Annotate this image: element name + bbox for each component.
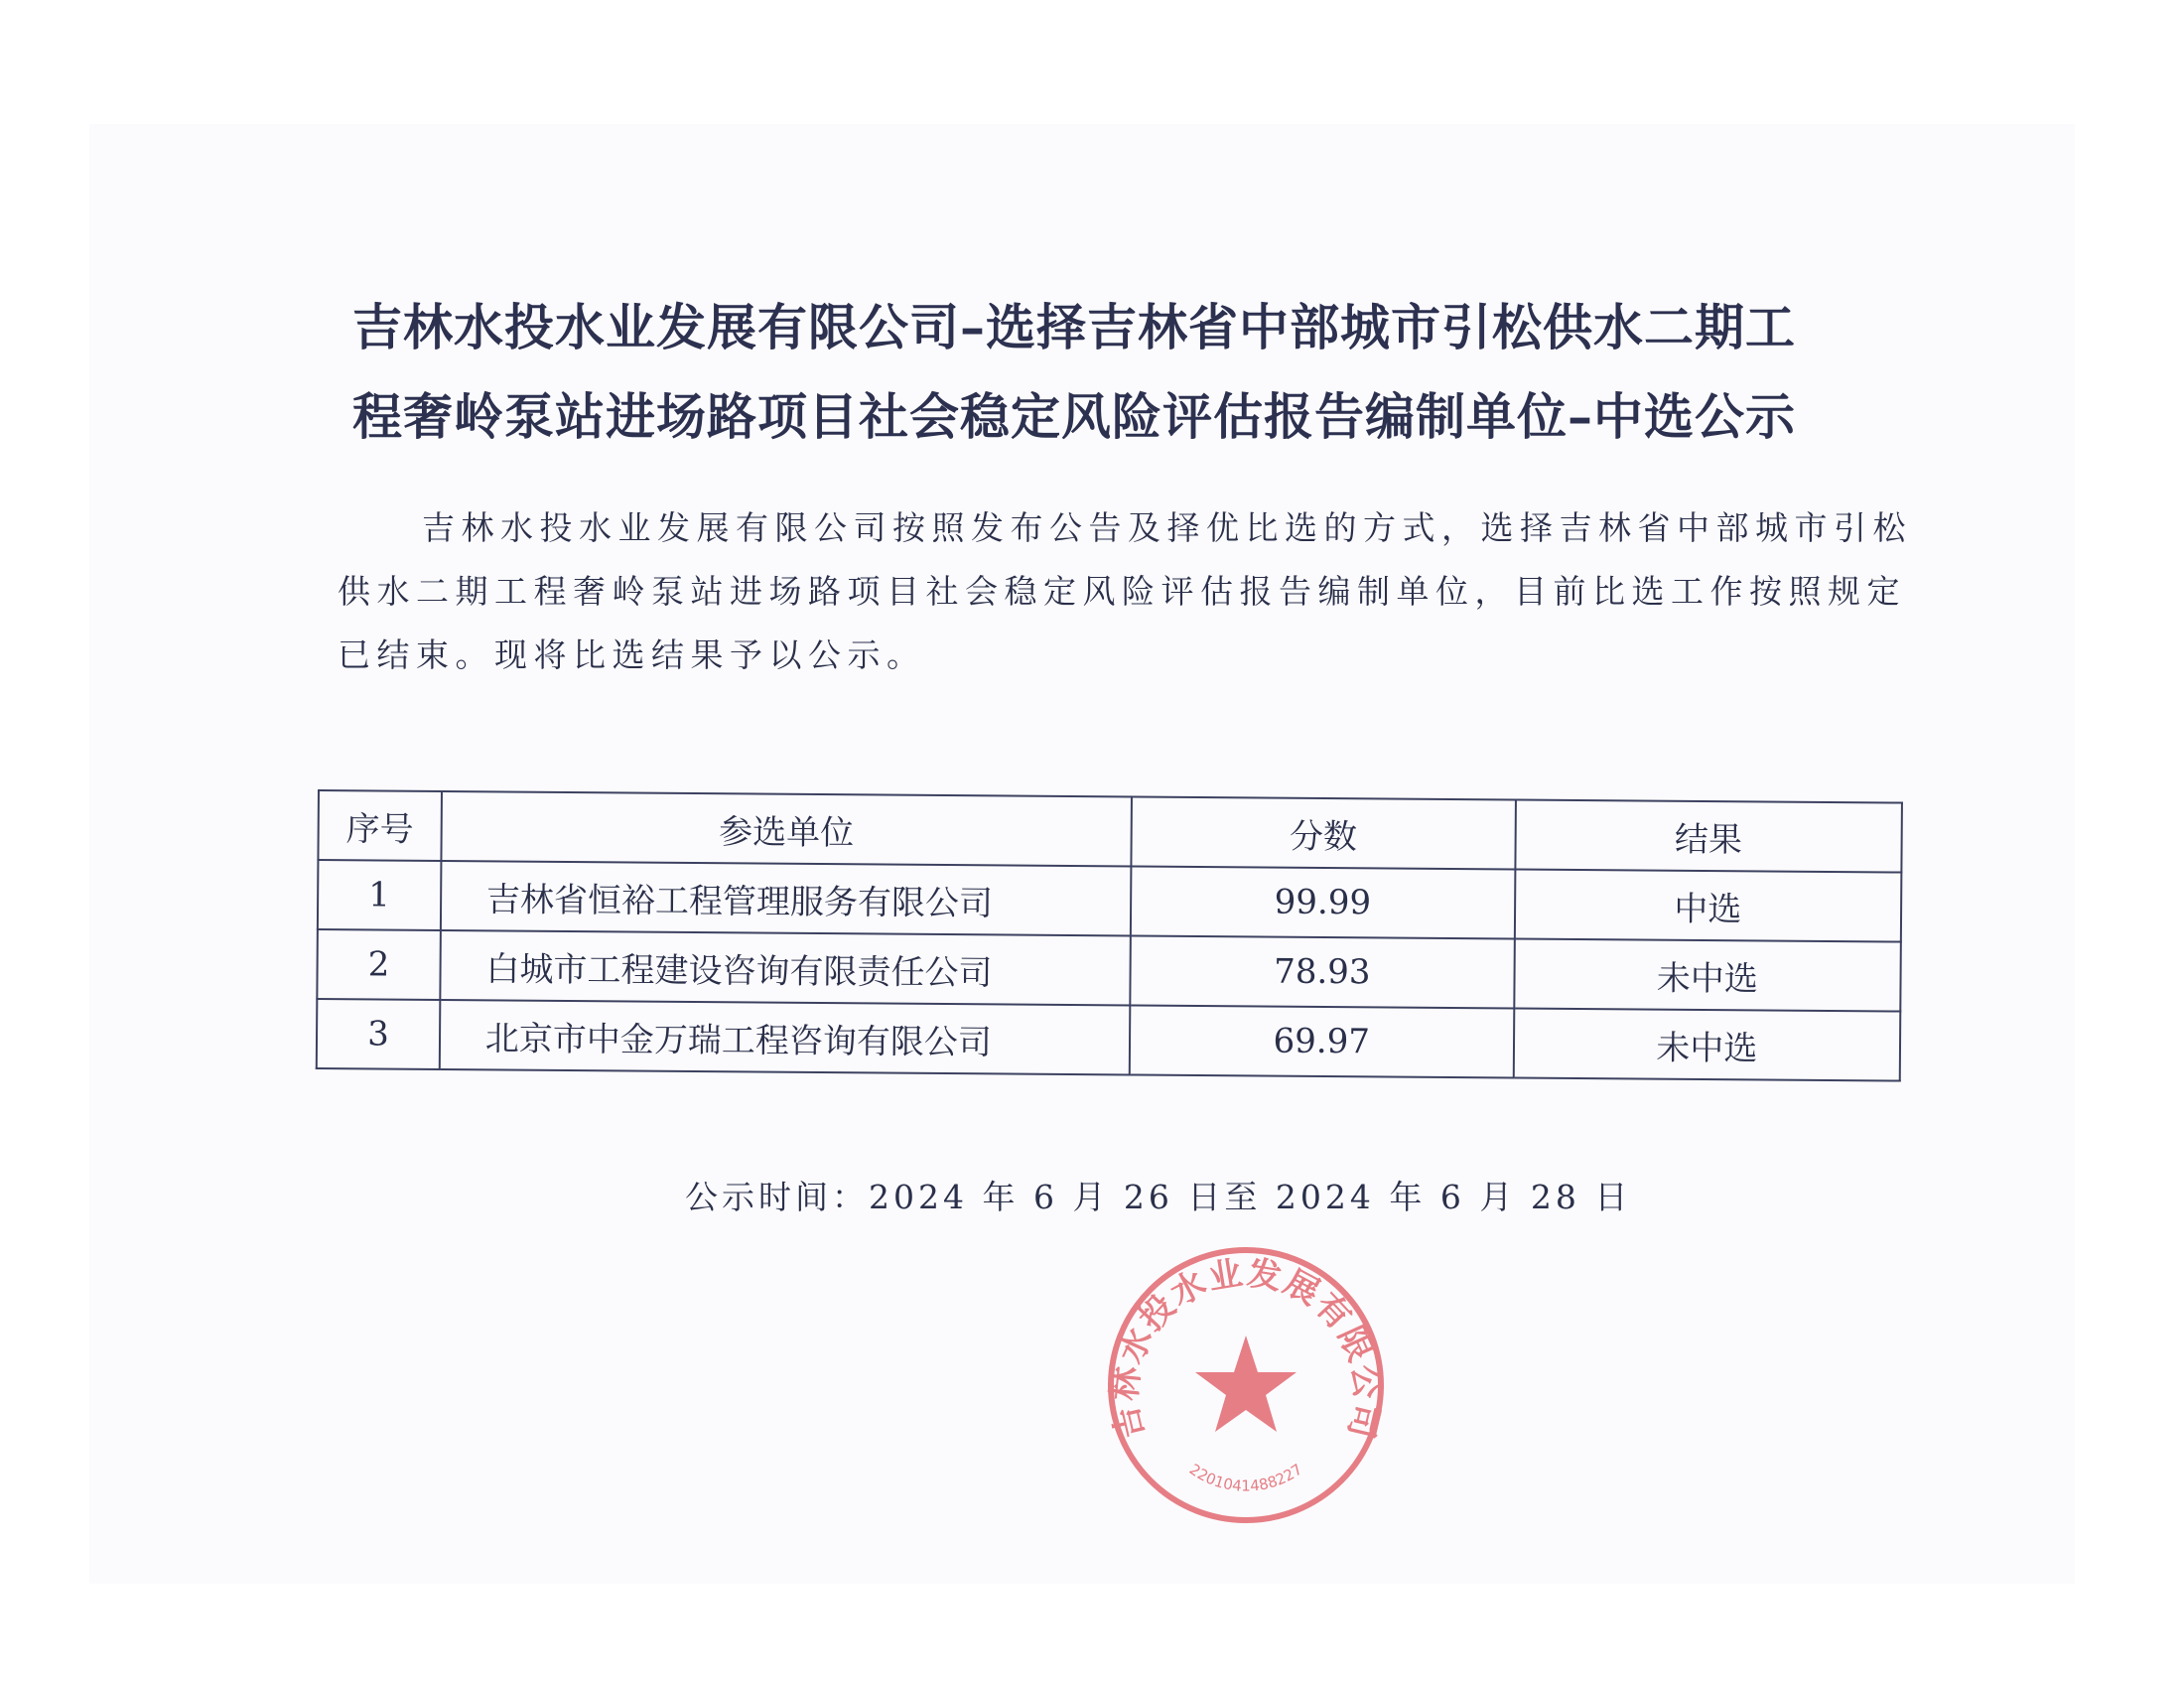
title-line-2: 程奢岭泵站进场路项目社会稳定风险评估报告编制单位–中选公示 xyxy=(352,387,1796,446)
table-row xyxy=(317,929,1901,1012)
row-result: 未中选 xyxy=(1513,1008,1900,1080)
table-header-row xyxy=(318,790,1902,873)
header-result: 结果 xyxy=(1515,799,1902,872)
table-row xyxy=(317,999,1901,1081)
paragraph-line-1: 吉林水投水业发展有限公司按照发布公告及择优比选的方式，选择吉林省中部城市引松 xyxy=(422,508,1912,547)
row-unit: 北京市中金万瑞工程咨询有限公司 xyxy=(440,1000,1131,1074)
paragraph-line-2: 供水二期工程奢岭泵站进场路项目社会稳定风险评估报告编制单位，目前比选工作按照规定 xyxy=(338,572,1906,611)
company-seal-stamp xyxy=(1102,1241,1390,1529)
row-unit: 白城市工程建设咨询有限责任公司 xyxy=(440,930,1131,1005)
table-row xyxy=(318,860,1902,942)
seal-text: 吉林水投水业发展有限公司 xyxy=(1104,1253,1388,1444)
row-unit: 吉林省恒裕工程管理服务有限公司 xyxy=(441,861,1132,935)
star-icon xyxy=(1195,1336,1297,1432)
row-index: 2 xyxy=(317,929,440,1000)
header-score: 分数 xyxy=(1131,796,1515,869)
publicity-period: 公示时间：2024 年 6 月 26 日至 2024 年 6 月 28 日 xyxy=(685,1178,1632,1216)
row-score: 99.99 xyxy=(1131,866,1515,938)
row-result: 未中选 xyxy=(1514,938,1901,1011)
row-result: 中选 xyxy=(1514,869,1901,941)
header-unit: 参选单位 xyxy=(441,791,1132,866)
results-table xyxy=(316,789,1903,1082)
title-line-1: 吉林水投水业发展有限公司–选择吉林省中部城市引松供水二期工 xyxy=(352,298,1796,356)
row-score: 78.93 xyxy=(1130,935,1514,1008)
body-paragraph xyxy=(338,496,1912,687)
row-score: 69.97 xyxy=(1130,1005,1514,1077)
paragraph-line-3: 已结束。现将比选结果予以公示。 xyxy=(338,635,926,674)
document-title xyxy=(352,283,1901,462)
row-index: 1 xyxy=(318,860,441,930)
seal-number: 2201041488227 xyxy=(1185,1460,1306,1495)
row-index: 3 xyxy=(317,999,440,1069)
header-index: 序号 xyxy=(318,790,441,861)
